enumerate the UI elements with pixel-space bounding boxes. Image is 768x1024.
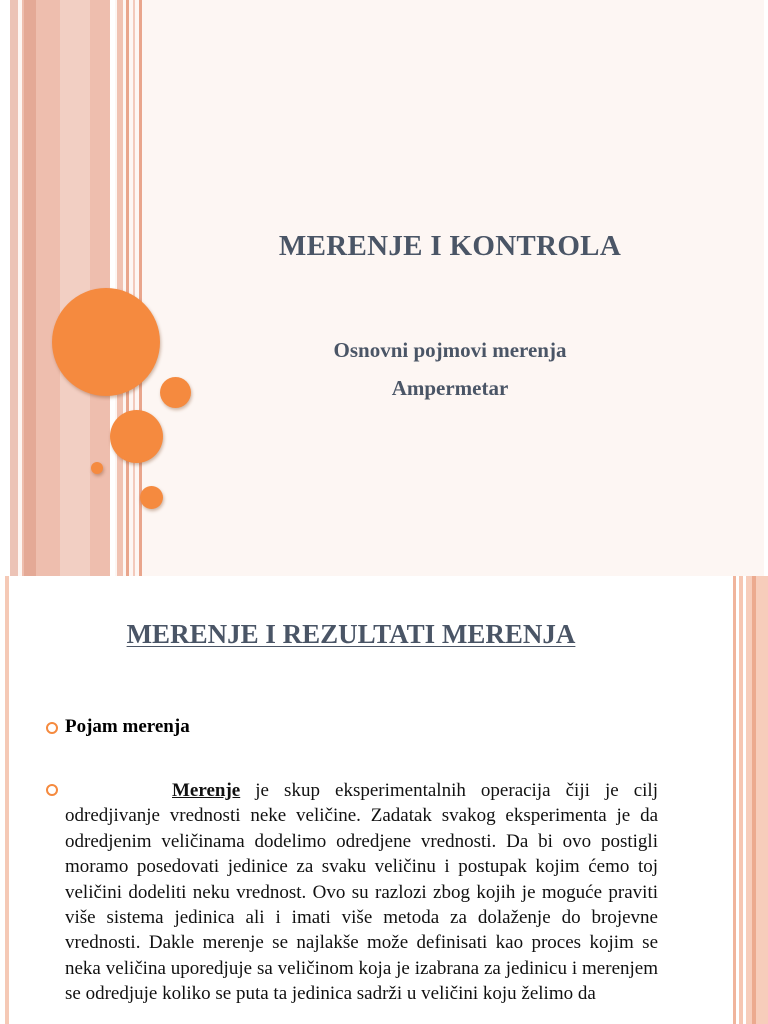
- paragraph-text: je skup eksperimentalnih operacija čiji je cilj odredjivanje vrednosti neke veličine. Zadatak svakog eksperimenta je da odredjenim veličinama dodelimo odredjene vrednosti. Da bi ovo postigli moramo posedovati jedinice za svaku veličinu i postupak kojim ćemo toj veličini dodeliti neku vrednost. Ovo su razlozi zbog kojih je moguće praviti više sistema jedinica ali i imati više metoda za dolaženje do brojevne vrednosti. Dakle merenje se najlakše može definisati kao proces kojim se neka veličina uporedjuje sa veličinom koja je izabrana za jedinicu i merenjem se odredjuje koliko se puta ta jedinica sadrži u veličini koju želimo da: [65, 780, 658, 1005]
- stripe: [126, 0, 129, 576]
- bullet-icon: [46, 784, 58, 796]
- right-stripe-wide: [746, 576, 768, 1024]
- slide-title: MERENJE I REZULTATI MERENJA: [126, 619, 576, 649]
- right-stripe: [752, 576, 756, 1024]
- stripe: [133, 0, 135, 576]
- left-stripe: [5, 576, 9, 1024]
- stripe: [60, 0, 90, 576]
- stripe: [10, 0, 18, 576]
- tiny-orange-circle: [91, 462, 103, 474]
- content-slide: [0, 576, 768, 1024]
- slide-edge: [764, 0, 768, 576]
- stripe-white-left: [0, 0, 10, 576]
- small-orange-circle: [140, 486, 163, 509]
- stripe: [117, 0, 123, 576]
- bullet-paragraph: [65, 778, 658, 1007]
- slide-subtitle-line-1: Osnovni pojmovi merenja: [333, 338, 567, 362]
- large-orange-circle: [52, 288, 160, 396]
- right-stripe: [739, 576, 743, 1024]
- stripe: [24, 0, 36, 576]
- bullet-icon: [46, 722, 58, 734]
- right-stripe: [733, 576, 736, 1024]
- slide-title: MERENJE I KONTROLA: [278, 230, 622, 262]
- term-merenje: Merenje: [172, 780, 241, 801]
- medium-orange-circle: [110, 410, 163, 463]
- slide-subtitle-line-2: Ampermetar: [391, 376, 509, 400]
- bullet-heading: Pojam merenja: [65, 716, 190, 737]
- decorative-stripes: [0, 0, 150, 576]
